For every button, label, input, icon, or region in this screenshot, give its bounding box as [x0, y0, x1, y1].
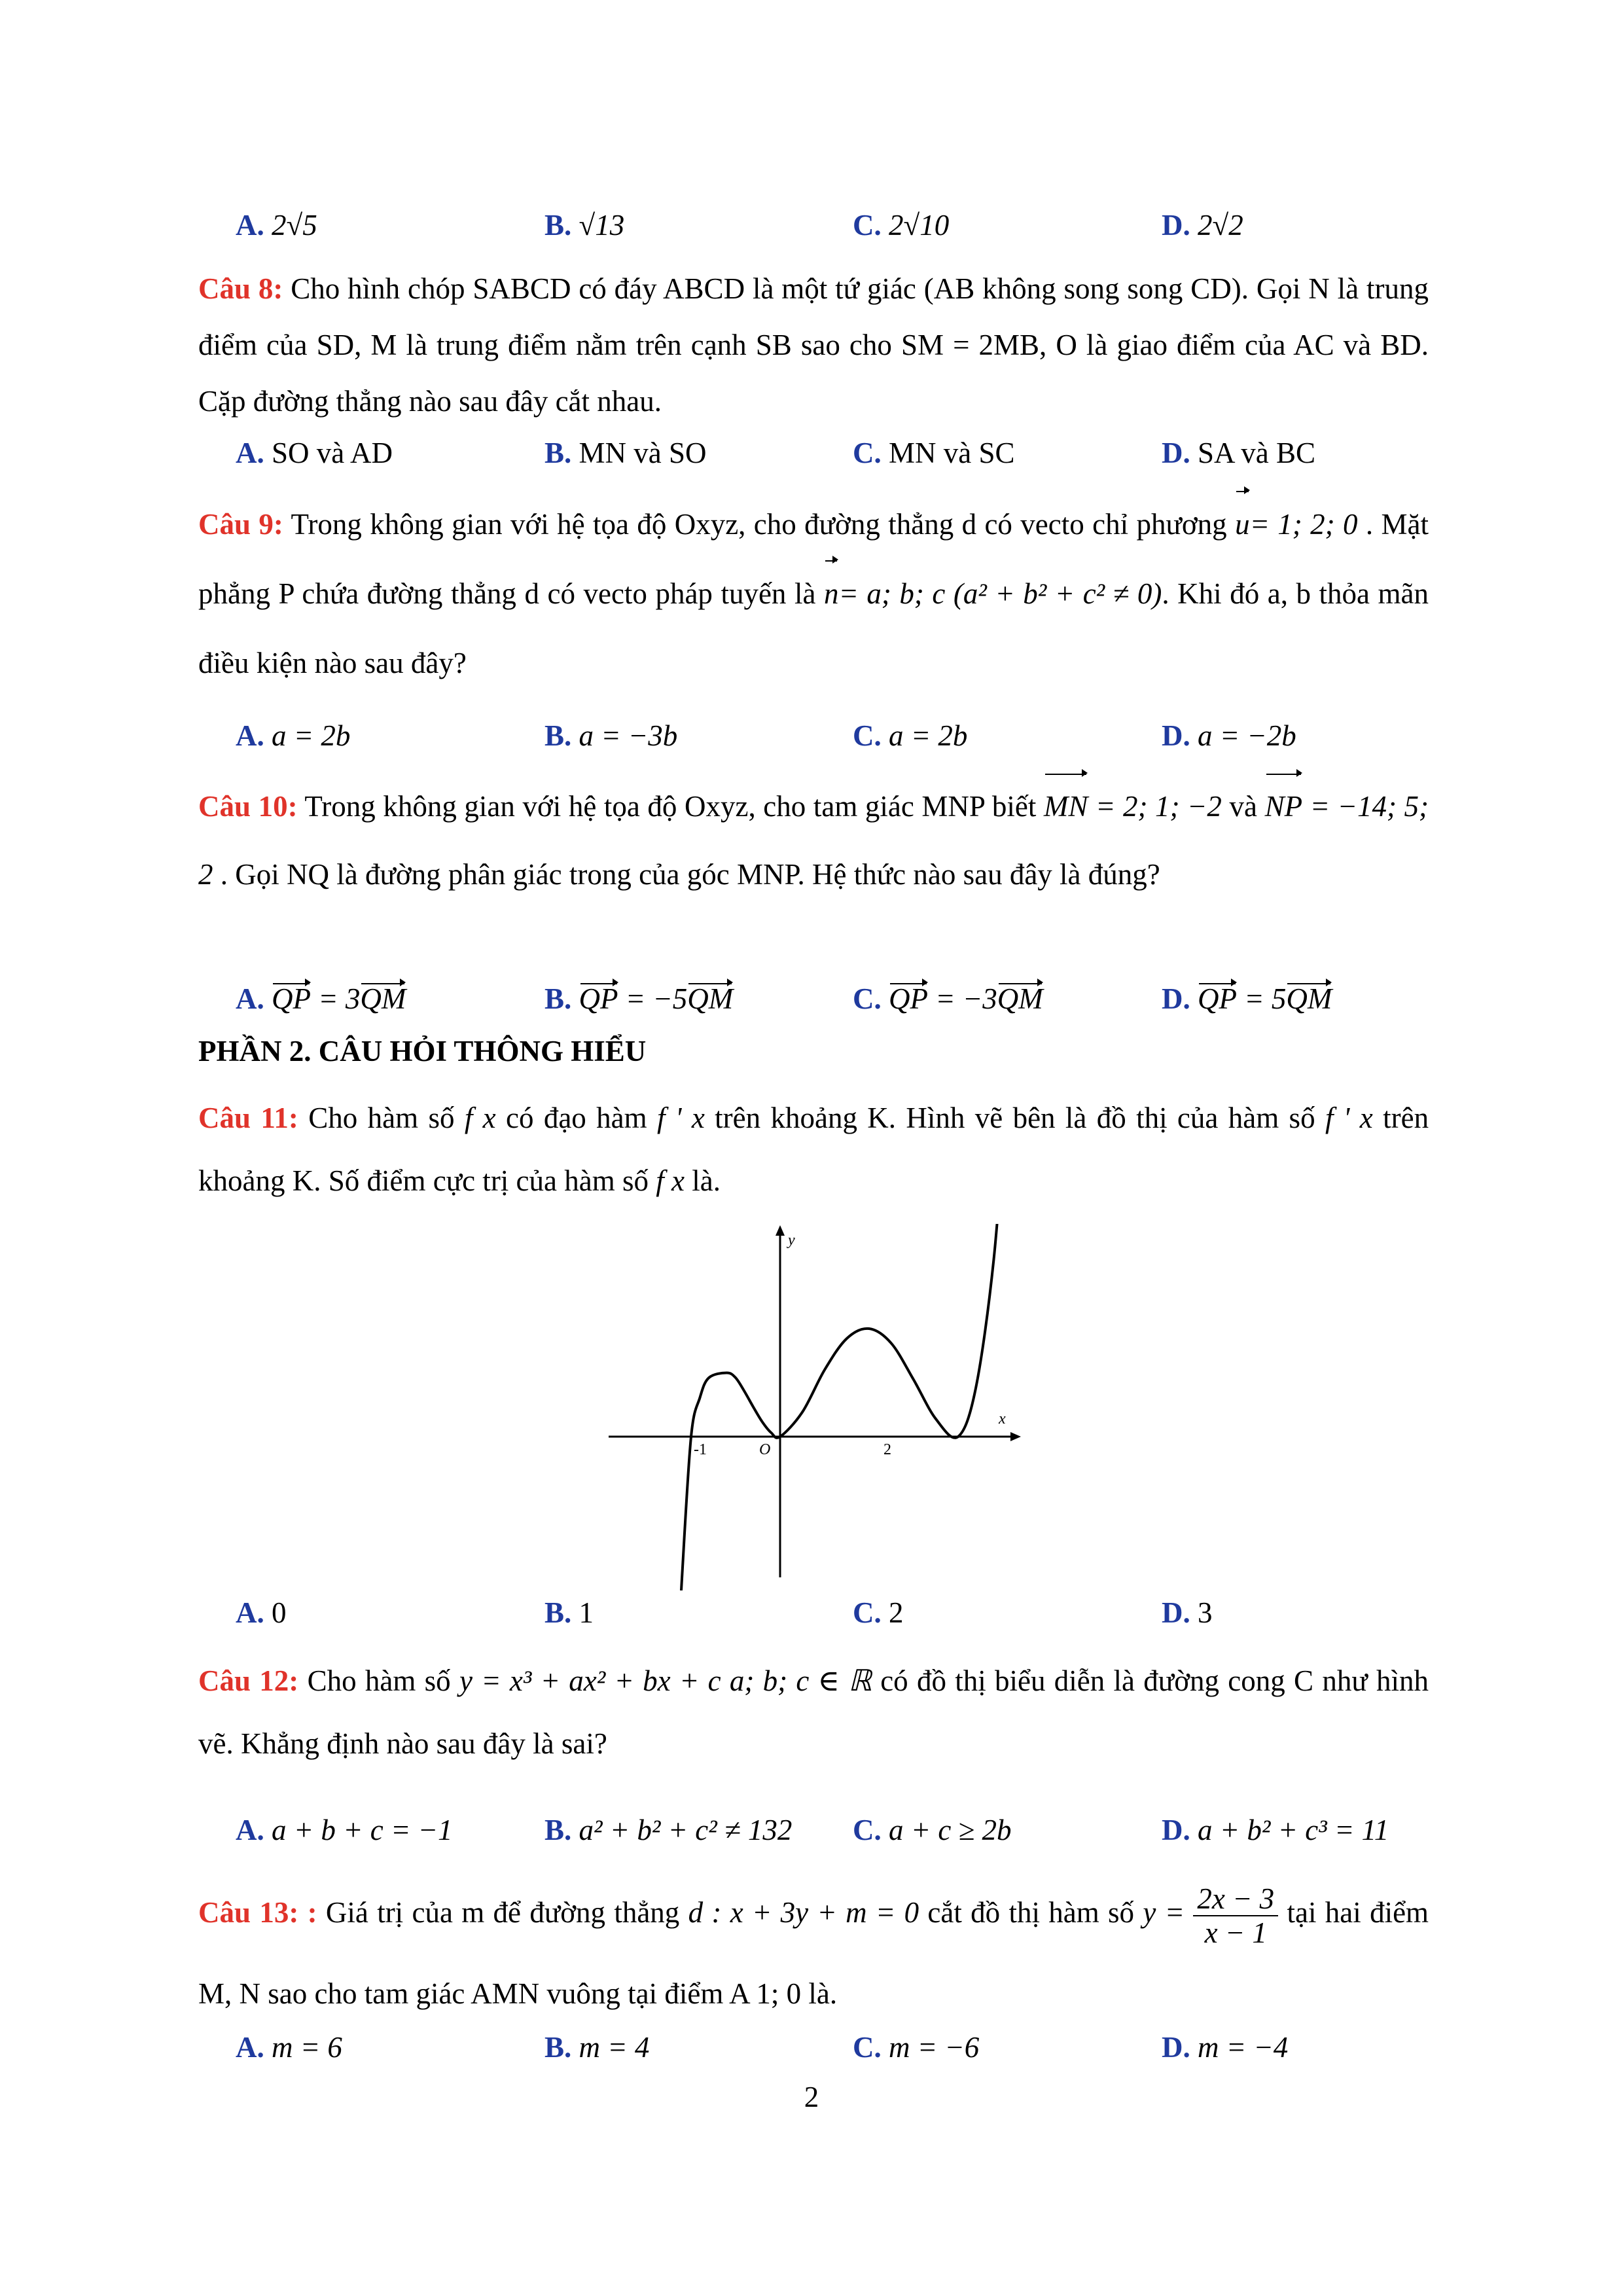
x-tick-label-2: 2 — [883, 1441, 891, 1458]
x-axis-arrow — [1010, 1432, 1021, 1441]
y-axis-label: y — [788, 1232, 795, 1249]
q10-option-a[interactable]: A. QP = 3QM — [236, 982, 406, 1015]
q13-text: Câu 13: : Giá trị của m để đường thẳng d : x + 3y + m = 0 cắt đồ thị hàm số y = $\frac{2x - 3}{x - 1}$ tại hai điểm M, N sao cho tam giác AMN vuông tại điểm A 1; 0 là. — [198, 1882, 1429, 2010]
q7-option-a[interactable]: A. 2√5 — [236, 209, 317, 242]
q12-option-b[interactable]: B. a² + b² + c² ≠ 132 — [544, 1814, 793, 1846]
q8-option-a[interactable]: A. SO và AD — [236, 437, 393, 469]
q8-option-b[interactable]: B. MN và SO — [544, 437, 707, 469]
q13-option-a[interactable]: A. m = 6 — [236, 2031, 342, 2064]
q13-option-d[interactable]: D. m = −4 — [1162, 2031, 1289, 2064]
origin-label: O — [759, 1441, 771, 1458]
section-heading: PHẦN 2. CÂU HỎI THÔNG HIỂU — [198, 1035, 647, 1067]
q8-text: Câu 8: Cho hình chóp SABCD có đáy ABCD là một tứ giác (AB không song song CD). Gọi N là trung điểm của SD, M là trung điểm nằm trên cạnh SB sao cho SM = 2MB, O là giao điểm của AC và BD. Cặp đường thẳng nào sau đây cắt nhau. — [198, 272, 1429, 418]
q10-options — [236, 982, 1433, 1021]
vector-n: n — [824, 559, 839, 628]
q13-option-c[interactable]: C. m = −6 — [853, 2031, 980, 2064]
derivative-curve — [678, 1224, 1007, 1590]
q8-option-c[interactable]: C. MN và SC — [853, 437, 1015, 469]
q11-option-c[interactable]: C. 2 — [853, 1596, 904, 1629]
q11-option-a[interactable]: A. 0 — [236, 1596, 287, 1629]
x-tick-label-neg1: -1 — [694, 1441, 707, 1458]
q7-option-c[interactable]: C. 2√10 — [853, 209, 950, 242]
fraction: $\frac{2x - 3}{x - 1}$ — [1193, 1882, 1278, 1949]
q11-options — [236, 1596, 1433, 1635]
q9-option-b[interactable]: B. a = −3b — [544, 719, 678, 752]
vector-mn: MN — [1044, 772, 1088, 840]
q9-option-c[interactable]: C. a = 2b — [853, 719, 968, 752]
vector-u: u — [1235, 490, 1250, 559]
vector-np: NP — [1265, 772, 1303, 840]
page-number: 2 — [804, 2081, 819, 2113]
q8-option-d[interactable]: D. SA và BC — [1162, 437, 1316, 469]
q11-option-d[interactable]: D. 3 — [1162, 1596, 1213, 1629]
q13-options — [236, 2030, 1433, 2070]
q10-text: Câu 10: Trong không gian với hệ tọa độ Oxyz, cho tam giác MNP biết MN = 2; 1; −2 và NP = −14; 5; 2 . Gọi NQ là đường phân giác trong của góc MNP. Hệ thức nào sau đây là đúng? — [198, 772, 1429, 908]
q10-option-d[interactable]: D. QP = 5QM — [1162, 982, 1332, 1015]
q12-option-c[interactable]: C. a + c ≥ 2b — [853, 1814, 1012, 1846]
q11-option-b[interactable]: B. 1 — [544, 1596, 594, 1629]
q12-option-a[interactable]: A. a + b + c = −1 — [236, 1814, 453, 1846]
q13-option-b[interactable]: B. m = 4 — [544, 2031, 650, 2064]
q9-option-a[interactable]: A. a = 2b — [236, 719, 351, 752]
x-axis-label: x — [999, 1410, 1006, 1427]
q12-options — [236, 1813, 1433, 1852]
derivative-graph — [602, 1224, 1034, 1590]
q7-options — [236, 208, 1433, 247]
y-axis-arrow — [776, 1225, 785, 1236]
q7-option-d[interactable]: D. 2√2 — [1162, 209, 1243, 242]
q9-text: Câu 9: Trong không gian với hệ tọa độ Oxyz, cho đường thẳng d có vecto chỉ phương u= 1; 2; 0 . Mặt phẳng P chứa đường thẳng d có vecto pháp tuyến là n= a; b; c (a² + b² + c² ≠ 0). Khi đó a, b thỏa mãn điều kiện nào sau đây? — [198, 490, 1429, 698]
q10-option-b[interactable]: B. QP = −5QM — [544, 982, 734, 1015]
q9-option-d[interactable]: D. a = −2b — [1162, 719, 1296, 752]
q10-option-c[interactable]: C. QP = −3QM — [853, 982, 1043, 1015]
q12-text: Câu 12: Cho hàm số y = x³ + ax² + bx + c a; b; c ∈ ℝ có đồ thị biểu diễn là đường cong C như hình vẽ. Khẳng định nào sau đây là sai? — [198, 1664, 1429, 1760]
q8-options — [236, 436, 1433, 475]
q7-option-b[interactable]: B. √13 — [544, 209, 625, 242]
q12-option-d[interactable]: D. a + b² + c³ = 11 — [1162, 1814, 1389, 1846]
q11-text: Câu 11: Cho hàm số f x có đạo hàm f ' x trên khoảng K. Hình vẽ bên là đồ thị của hàm số f ' x trên khoảng K. Số điểm cực trị của hàm số f x là. — [198, 1102, 1429, 1197]
q9-options — [236, 719, 1433, 758]
